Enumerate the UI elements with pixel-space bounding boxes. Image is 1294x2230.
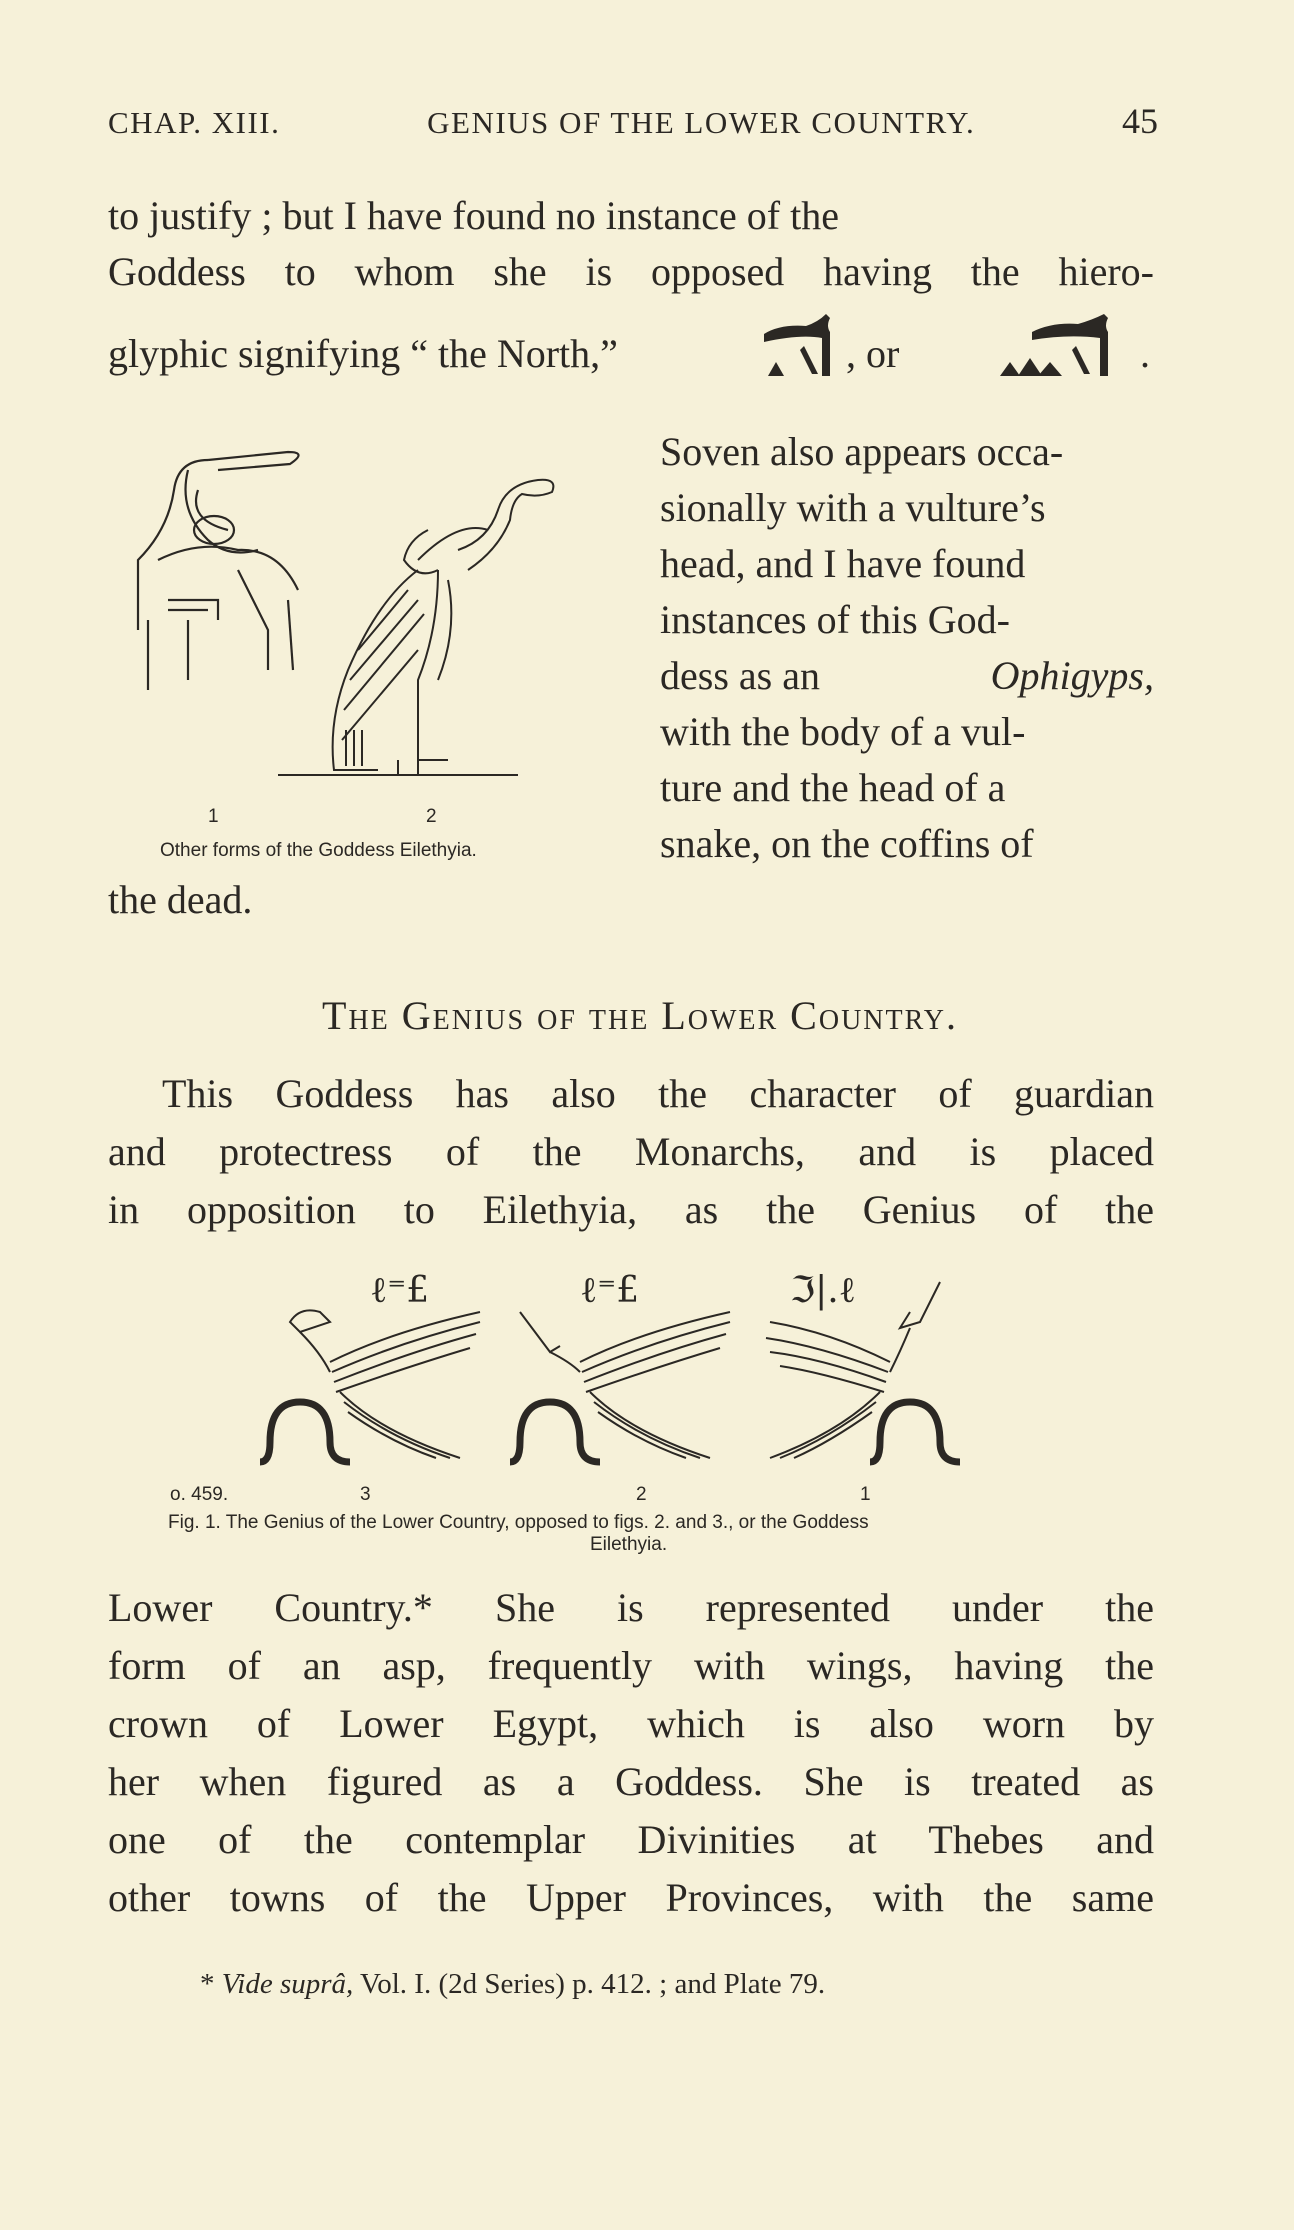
figure-label-2: 2 xyxy=(426,806,437,827)
text-line xyxy=(108,1642,1154,1689)
svg-text:ℓ⁼£: ℓ⁼£ xyxy=(580,1270,640,1311)
svg-text:ℑ|.ℓ: ℑ|.ℓ xyxy=(790,1270,856,1311)
text-line xyxy=(108,192,1154,239)
text-span: glyphic signifying “ the North,” xyxy=(108,331,618,376)
text-span: the dead. xyxy=(108,877,253,922)
winged-asps-illustration xyxy=(240,1262,1020,1482)
text-span: form of an asp, frequently with wings, having the xyxy=(108,1643,1154,1688)
text-line xyxy=(108,1874,1154,1921)
vulture-headed-goddess-figure xyxy=(138,452,299,690)
figure-label-3: 3 xyxy=(360,1484,371,1505)
text-line xyxy=(108,1186,1154,1233)
right-col-line xyxy=(660,540,1154,587)
right-col-line xyxy=(660,596,1154,643)
text-line-with-glyphs xyxy=(108,330,618,377)
figure-label-1: 1 xyxy=(208,806,219,827)
text-line xyxy=(108,1584,1154,1631)
figure2-caption-line2: Eilethyia. xyxy=(590,1534,668,1555)
text-span: in opposition to Eilethyia, as the Genius of the xyxy=(108,1187,1154,1232)
text-span: sionally with a vulture’s xyxy=(660,485,1046,530)
text-span: her when figured as a Goddess. She is treated as xyxy=(108,1759,1154,1804)
running-header xyxy=(108,100,1158,142)
svg-text:ℓ⁼£: ℓ⁼£ xyxy=(370,1270,430,1311)
text-line xyxy=(108,1758,1154,1805)
text-span: . xyxy=(1140,331,1150,376)
figure-label-2: 2 xyxy=(636,1484,647,1505)
text-span: one of the contemplar Divinities at Thebes and xyxy=(108,1817,1154,1862)
text-span: instances of this God- xyxy=(660,597,1010,642)
asp-figure-1 xyxy=(766,1270,960,1462)
right-col-line xyxy=(660,708,1154,755)
text-line-end xyxy=(1140,330,1150,377)
text-line xyxy=(108,876,252,923)
footnote xyxy=(200,1968,1100,2001)
text-span: snake, on the coffins of xyxy=(660,821,1034,866)
text-span: with the body of a vul- xyxy=(660,709,1026,754)
text-line xyxy=(162,1070,1154,1117)
right-col-line xyxy=(660,764,1154,811)
footnote-marker: * xyxy=(200,1968,215,2000)
text-line xyxy=(108,1128,1154,1175)
text-line-or xyxy=(846,330,899,377)
figure-number: o. 459. xyxy=(170,1484,229,1505)
north-hieroglyph-icon xyxy=(760,312,840,380)
text-span: other towns of the Upper Provinces, with the same xyxy=(108,1875,1154,1920)
header-title: GENIUS OF THE LOWER COUNTRY. xyxy=(427,105,976,140)
text-span: crown of Lower Egypt, which is also worn by xyxy=(108,1701,1154,1746)
text-span: Soven also appears occa- xyxy=(660,429,1064,474)
asp-figure-2 xyxy=(510,1270,730,1462)
text-span: This Goddess has also the character of guardian xyxy=(162,1071,1154,1116)
ophigyps-term: Ophigyps, xyxy=(990,653,1154,698)
text-span: Goddess to whom she is opposed having the hiero- xyxy=(108,249,1154,294)
text-span: and protectress of the Monarchs, and is placed xyxy=(108,1129,1154,1174)
page-number: 45 xyxy=(1121,101,1158,141)
text-line xyxy=(108,1816,1154,1863)
text-line xyxy=(108,248,1154,295)
figure1-caption: Other forms of the Goddess Eilethyia. xyxy=(160,840,477,861)
chapter-label: CHAP. XIII. xyxy=(108,105,281,140)
text-span: , or xyxy=(846,331,900,376)
figure2-caption-line1: Fig. 1. The Genius of the Lower Country, opposed to figs. 2. and 3., or the Goddess xyxy=(168,1512,869,1533)
text-span: Lower Country.* She is represented under the xyxy=(108,1585,1154,1630)
text-span: ture and the head of a xyxy=(660,765,1006,810)
eilethyia-figures-illustration xyxy=(118,430,628,810)
text-span: to justify ; but I have found no instance of the xyxy=(108,193,839,238)
asp-figure-3 xyxy=(260,1270,480,1462)
footnote-text: Vol. I. (2d Series) p. 412. ; and Plate 79. xyxy=(360,1968,826,2000)
ophigyps-vulture-figure xyxy=(278,480,553,775)
right-col-line xyxy=(660,428,1154,475)
right-col-line xyxy=(660,820,1154,867)
right-col-line xyxy=(660,652,1154,699)
section-title: The Genius of the Lower Country. xyxy=(322,993,958,1038)
right-col-line xyxy=(660,484,1154,531)
text-span: head, and I have found xyxy=(660,541,1026,586)
figure-label-1: 1 xyxy=(860,1484,871,1505)
footnote-reference: Vide suprâ, xyxy=(221,1968,354,2000)
text-span: dess as an xyxy=(660,653,820,698)
text-line xyxy=(108,1700,1154,1747)
north-hieroglyph-variant-icon xyxy=(996,312,1126,380)
